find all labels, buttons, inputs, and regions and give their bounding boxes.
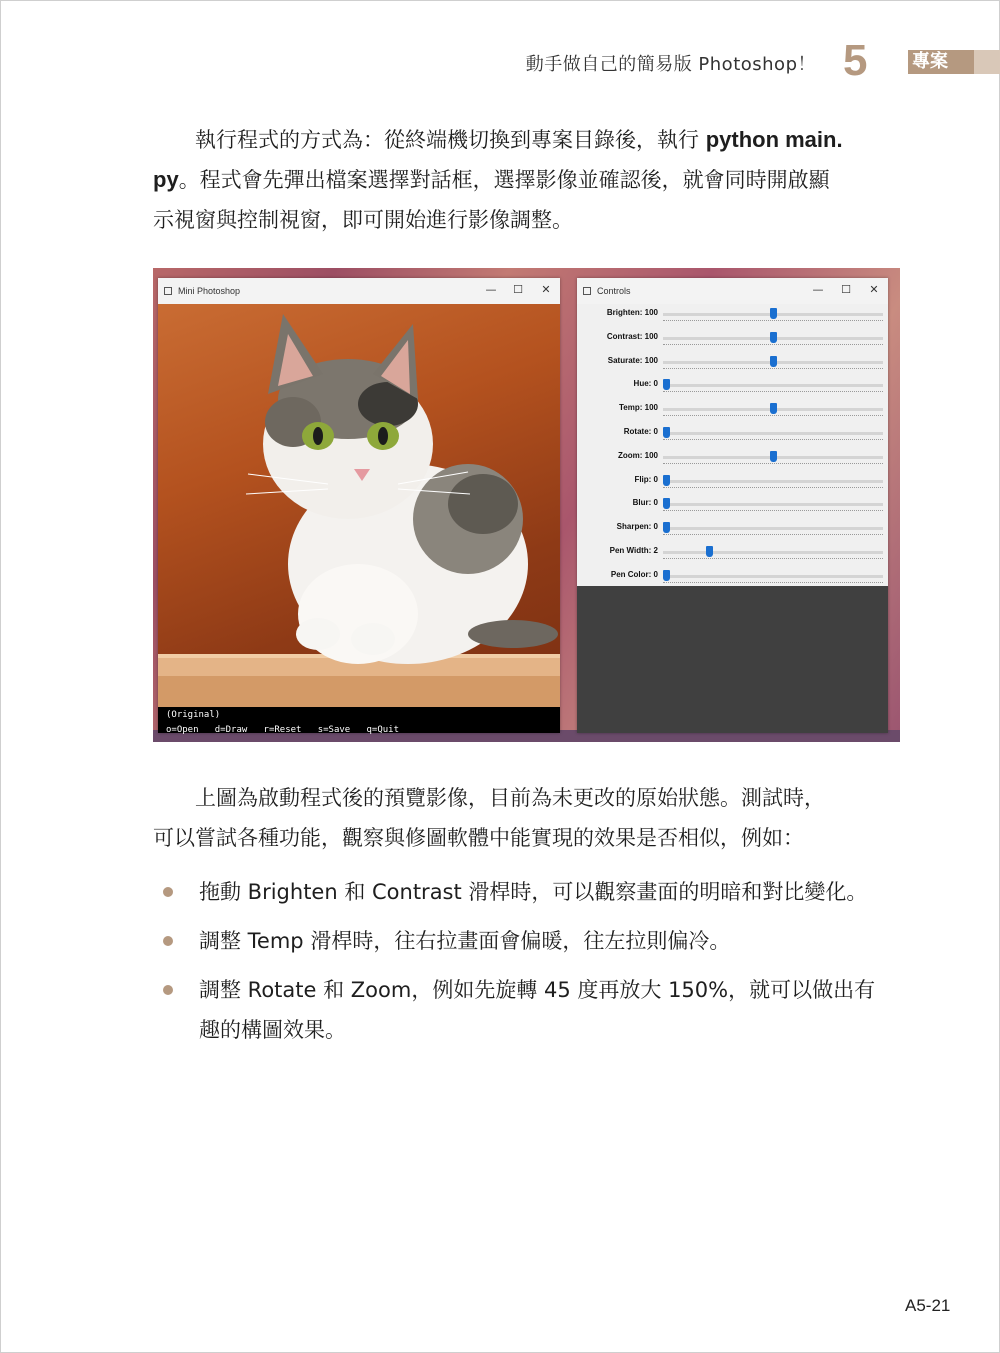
slider-thumb[interactable] <box>663 498 670 509</box>
slider-row <box>577 306 888 330</box>
bullet-marker <box>163 887 173 897</box>
app-icon <box>164 287 172 295</box>
slider-ticks <box>663 320 883 323</box>
mini-photoshop-window <box>158 278 560 733</box>
paragraph-text: 執行程式的方式為：從終端機切換到專案目錄後，執行 <box>195 128 706 152</box>
slider-ticks <box>663 510 883 513</box>
slider-track[interactable] <box>663 503 883 506</box>
slider-row <box>577 330 888 354</box>
slider-row <box>577 520 888 544</box>
slider-ticks <box>663 534 883 537</box>
slider-label: Temp: 100 <box>619 403 658 413</box>
slider-label: Hue: 0 <box>633 379 658 389</box>
maximize-icon[interactable]: ☐ <box>841 283 851 296</box>
slider-row <box>577 354 888 378</box>
running-header <box>0 36 1000 86</box>
slider-ticks <box>663 558 883 561</box>
window-title: Mini Photoshop <box>178 286 241 296</box>
slider-label: Rotate: 0 <box>623 427 658 436</box>
slider-ticks <box>663 439 883 442</box>
controls-panel <box>577 304 888 586</box>
window-title: Controls <box>597 286 631 296</box>
slider-label: Blur: 0 <box>632 498 658 508</box>
slider-thumb[interactable] <box>706 546 713 557</box>
paragraph-preview-description <box>153 778 903 858</box>
slider-row <box>577 473 888 497</box>
chapter-tag-bar <box>974 50 1000 74</box>
slider-row <box>577 425 888 449</box>
code-snippet: python main. <box>705 127 843 152</box>
close-icon[interactable]: ✕ <box>869 283 879 296</box>
minimize-icon[interactable]: — <box>812 283 824 296</box>
slider-row <box>577 496 888 520</box>
chapter-number: 5 <box>843 36 868 85</box>
slider-thumb[interactable] <box>663 427 670 438</box>
slider-ticks <box>663 487 883 490</box>
slider-row <box>577 544 888 568</box>
bullet-item-temp: 調整 Temp 滑桿時，往右拉畫面會偏暖，往左拉則偏冷。 <box>199 929 731 953</box>
paragraph-text: 。程式會先彈出檔案選擇對話框，選擇影像並確認後，就會同時開啟顯 <box>178 168 830 192</box>
slider-thumb[interactable] <box>770 332 777 343</box>
slider-track[interactable] <box>663 527 883 530</box>
slider-track[interactable] <box>663 480 883 483</box>
paragraph-run-instructions <box>153 120 903 240</box>
slider-ticks <box>663 463 883 466</box>
slider-ticks <box>663 344 883 347</box>
shortcut-help-text: o=Open d=Draw r=Reset s=Save q=Quit <box>166 725 399 735</box>
slider-label: Sharpen: 0 <box>616 522 658 532</box>
slider-label: Flip: 0 <box>634 474 658 484</box>
controls-window <box>577 278 888 733</box>
paragraph-text: 可以嘗試各種功能，觀察與修圖軟體中能實現的效果是否相似，例如： <box>153 826 804 850</box>
slider-label: Brighten: 100 <box>606 308 658 317</box>
slider-ticks <box>663 415 883 418</box>
slider-ticks <box>663 391 883 394</box>
slider-thumb[interactable] <box>663 475 670 486</box>
slider-row <box>577 568 888 592</box>
slider-thumb[interactable] <box>770 356 777 367</box>
slider-track[interactable] <box>663 575 883 578</box>
app-icon <box>583 287 591 295</box>
bullet-item-brighten-contrast: 拖動 Brighten 和 Contrast 滑桿時，可以觀察畫面的明暗和對比變化。 <box>199 880 868 904</box>
slider-row <box>577 377 888 401</box>
slider-thumb[interactable] <box>663 522 670 533</box>
window-titlebar <box>158 278 560 304</box>
slider-track[interactable] <box>663 432 883 435</box>
slider-row <box>577 401 888 425</box>
slider-label: Saturate: 100 <box>607 355 658 365</box>
paragraph-text: 示視窗與控制視窗，即可開始進行影像調整。 <box>153 208 573 232</box>
close-icon[interactable]: ✕ <box>541 283 551 296</box>
slider-row <box>577 449 888 473</box>
status-text: (Original) <box>166 710 221 720</box>
page-number: A5-21 <box>905 1296 951 1315</box>
slider-thumb[interactable] <box>770 403 777 414</box>
cat-photo <box>158 304 560 707</box>
slider-thumb[interactable] <box>770 451 777 462</box>
slider-label: Contrast: 100 <box>606 331 658 341</box>
bullet-marker <box>163 985 173 995</box>
book-section-title: 動手做自己的簡易版 Photoshop！ <box>525 54 816 75</box>
bullet-text-line: 趣的構圖效果。 <box>199 1018 346 1042</box>
slider-thumb[interactable] <box>663 570 670 581</box>
maximize-icon[interactable]: ☐ <box>513 283 523 296</box>
bullet-item-rotate-zoom <box>199 970 904 1050</box>
code-snippet: py <box>153 167 179 192</box>
slider-label: Zoom: 100 <box>617 450 658 460</box>
slider-thumb[interactable] <box>663 379 670 390</box>
chapter-tag: 專案 <box>908 50 974 74</box>
paragraph-text: 上圖為啟動程式後的預覽影像，目前為未更改的原始狀態。測試時， <box>195 786 825 810</box>
slider-track[interactable] <box>663 384 883 387</box>
slider-thumb[interactable] <box>770 308 777 319</box>
app-screenshot-figure <box>153 268 900 742</box>
slider-track[interactable] <box>663 551 883 554</box>
bullet-marker <box>163 936 173 946</box>
slider-label: Pen Color: 0 <box>610 569 658 579</box>
window-titlebar <box>577 278 888 304</box>
slider-ticks <box>663 582 883 585</box>
slider-label: Pen Width: 2 <box>609 546 658 555</box>
minimize-icon[interactable]: — <box>485 283 497 296</box>
slider-ticks <box>663 368 883 371</box>
bullet-text-line: 調整 Rotate 和 Zoom，例如先旋轉 45 度再放大 150%，就可以做出有 <box>199 978 876 1002</box>
cat-illustration <box>158 304 560 707</box>
